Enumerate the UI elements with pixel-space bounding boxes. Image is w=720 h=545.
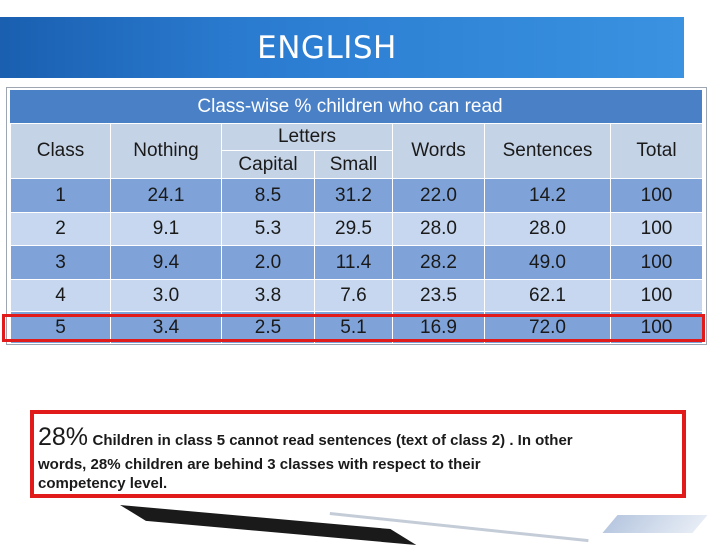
cell-class: 3 xyxy=(11,246,111,280)
note-first-line xyxy=(38,422,676,456)
cell-small: 5.1 xyxy=(315,312,393,344)
cell-nothing: 9.1 xyxy=(111,213,222,246)
cell-class: 4 xyxy=(11,280,111,312)
cell-words: 28.0 xyxy=(393,213,485,246)
decorative-stroke xyxy=(120,505,416,545)
header-total: Total xyxy=(611,124,703,179)
table-row xyxy=(11,179,703,213)
note-percent: 28% xyxy=(38,423,89,451)
cell-nothing: 3.4 xyxy=(111,312,222,344)
table-caption xyxy=(10,90,702,123)
title-banner xyxy=(0,17,684,78)
cell-capital: 8.5 xyxy=(222,179,315,213)
cell-total: 100 xyxy=(611,179,703,213)
cell-sentences: 14.2 xyxy=(485,179,611,213)
cell-words: 28.2 xyxy=(393,246,485,280)
decorative-swoosh xyxy=(602,515,707,533)
header-small: Small xyxy=(315,151,393,179)
cell-total: 100 xyxy=(611,246,703,280)
note-line-1: Children in class 5 cannot read sentences (text of class 2) . In other xyxy=(92,432,573,449)
header-letters: Letters xyxy=(222,124,393,151)
cell-capital: 5.3 xyxy=(222,213,315,246)
table-row xyxy=(11,213,703,246)
data-table xyxy=(10,123,703,344)
note-line-2: words, 28% children are behind 3 classes with respect to their xyxy=(38,456,481,473)
cell-total: 100 xyxy=(611,280,703,312)
table-row xyxy=(11,280,703,312)
header-class: Class xyxy=(11,124,111,179)
cell-small: 29.5 xyxy=(315,213,393,246)
cell-nothing: 24.1 xyxy=(111,179,222,213)
table-frame xyxy=(10,90,702,340)
cell-capital: 3.8 xyxy=(222,280,315,312)
row-highlight-box xyxy=(2,314,705,342)
cell-nothing: 9.4 xyxy=(111,246,222,280)
header-capital: Capital xyxy=(222,151,315,179)
note-line-3: competency level. xyxy=(38,475,168,492)
cell-sentences: 49.0 xyxy=(485,246,611,280)
cell-capital: 2.0 xyxy=(222,246,315,280)
cell-total: 100 xyxy=(611,312,703,344)
slide-title: ENGLISH xyxy=(257,29,397,66)
cell-small: 31.2 xyxy=(315,179,393,213)
reading-table xyxy=(6,87,707,345)
header-nothing: Nothing xyxy=(111,124,222,179)
cell-words: 22.0 xyxy=(393,179,485,213)
cell-total: 100 xyxy=(611,213,703,246)
header-sentences: Sentences xyxy=(485,124,611,179)
table-row xyxy=(11,246,703,280)
cell-nothing: 3.0 xyxy=(111,280,222,312)
cell-words: 23.5 xyxy=(393,280,485,312)
cell-small: 7.6 xyxy=(315,280,393,312)
cell-sentences: 62.1 xyxy=(485,280,611,312)
cell-sentences: 28.0 xyxy=(485,213,611,246)
header-words: Words xyxy=(393,124,485,179)
table-caption-text: Class-wise % children who can read xyxy=(197,95,503,117)
cell-sentences: 72.0 xyxy=(485,312,611,344)
note-box xyxy=(30,410,686,498)
cell-class: 1 xyxy=(11,179,111,213)
cell-capital: 2.5 xyxy=(222,312,315,344)
cell-small: 11.4 xyxy=(315,246,393,280)
cell-class: 5 xyxy=(11,312,111,344)
cell-words: 16.9 xyxy=(393,312,485,344)
cell-class: 2 xyxy=(11,213,111,246)
